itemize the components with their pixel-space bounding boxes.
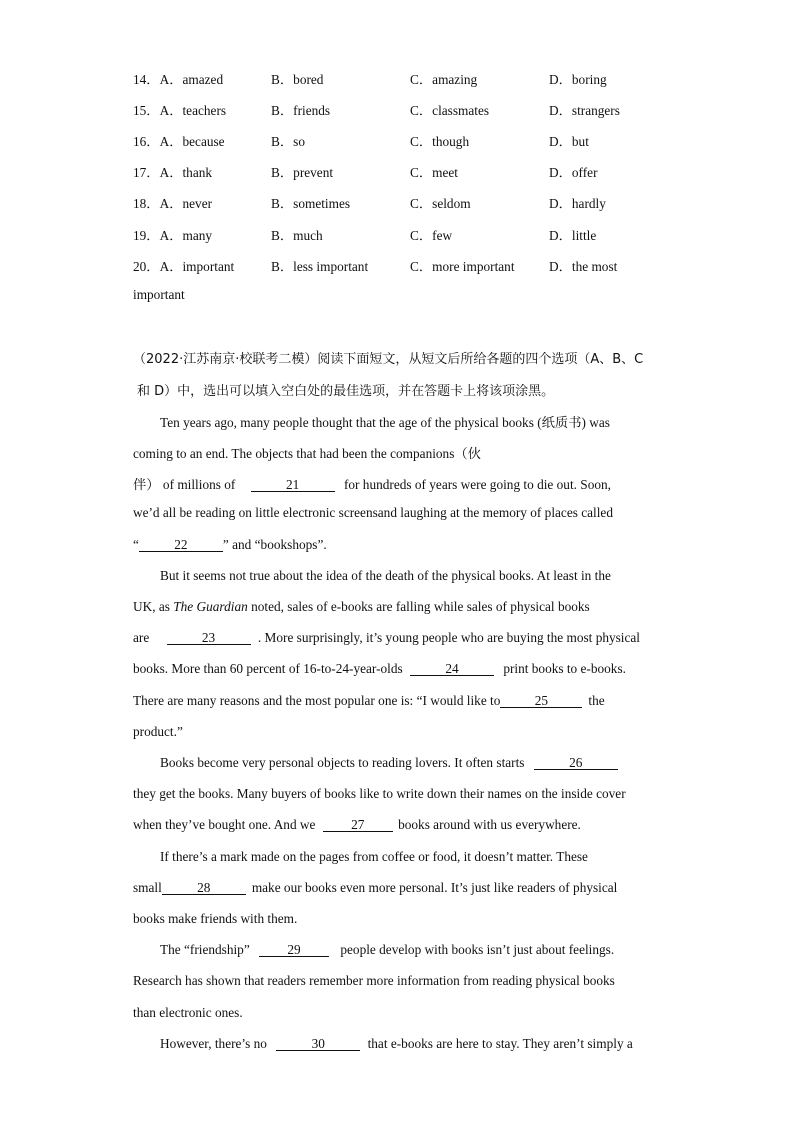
- passage-line: books make friends with them.: [133, 911, 298, 926]
- passage-text: that e-books are here to stay. They aren’t simply a: [367, 1036, 633, 1051]
- option-d: D．offer: [549, 165, 598, 180]
- passage-line: If there’s a mark made on the pages from coffee or food, it doesn’t matter. These: [160, 849, 588, 864]
- passage-text: ” and “bookshops”.: [222, 537, 327, 552]
- option-c: C．seldom: [410, 196, 471, 211]
- passage-text: for hundreds of years were going to die out. Soon,: [343, 477, 611, 492]
- passage-text: However, there’s no: [160, 1036, 267, 1051]
- blank-25: 25: [500, 694, 582, 708]
- option-d: D．the most: [549, 259, 618, 274]
- blank-27: 27: [323, 818, 393, 832]
- option-d: D．strangers: [549, 103, 620, 118]
- option-a: 18．A．never: [133, 196, 213, 211]
- option-c: C．more important: [410, 259, 515, 274]
- option-20-continuation: important: [133, 287, 185, 302]
- option-b: B．friends: [271, 103, 331, 118]
- option-c: C．though: [410, 134, 470, 149]
- passage-text: The “friendship”: [160, 942, 250, 957]
- passage-line: [133, 630, 640, 646]
- passage-line: [133, 693, 605, 709]
- option-c: C．meet: [410, 165, 459, 180]
- passage-text: when they’ve bought one. And we: [133, 817, 316, 832]
- passage-line: Ten years ago, many people thought that the age of the physical books (纸质书) was: [160, 415, 610, 430]
- instruction-line-2: 和 D）中，选出可以填入空白处的最佳选项，并在答题卡上将该项涂黑。: [137, 384, 555, 399]
- passage-line: than electronic ones.: [133, 1005, 243, 1020]
- passage-line: coming to an end. The objects that had been the companions（伙: [133, 446, 481, 461]
- passage-text: make our books even more personal. It’s just like readers of physical: [251, 880, 618, 895]
- option-a: 15．A．teachers: [133, 103, 227, 118]
- option-a: 20．A．important: [133, 259, 235, 274]
- passage-text: There are many reasons and the most popular one is: “I would like to: [133, 693, 501, 708]
- blank-28: 28: [162, 881, 246, 895]
- publication-title: The Guardian: [173, 599, 248, 614]
- option-a: 14．A．amazed: [133, 72, 224, 87]
- passage-line: product.”: [133, 724, 183, 739]
- passage-line: [133, 661, 626, 677]
- option-b: B．so: [271, 134, 305, 149]
- option-c: C．amazing: [410, 72, 478, 87]
- option-d: D．hardly: [549, 196, 606, 211]
- blank-29: 29: [259, 943, 329, 957]
- option-b: B．bored: [271, 72, 324, 87]
- option-a: 19．A．many: [133, 228, 213, 243]
- passage-line: [133, 537, 327, 553]
- option-b: B．less important: [271, 259, 369, 274]
- option-d: D．boring: [549, 72, 607, 87]
- option-c: C．few: [410, 228, 453, 243]
- passage-text: 伴） of millions of: [133, 477, 236, 492]
- blank-24: 24: [410, 662, 494, 676]
- option-b: B．much: [271, 228, 323, 243]
- passage-text: books around with us everywhere.: [398, 817, 581, 832]
- passage-line: [160, 942, 614, 958]
- option-b: B．sometimes: [271, 196, 351, 211]
- blank-26: 26: [534, 756, 618, 770]
- blank-21: 21: [251, 478, 335, 492]
- passage-text: are: [133, 630, 150, 645]
- instruction-line-1: （2022·江苏南京·校联考二模）阅读下面短文，从短文后所给各题的四个选项（A、B、C: [133, 352, 644, 367]
- passage-line: [133, 880, 617, 896]
- passage-text: UK, as: [133, 599, 174, 614]
- option-d: D．but: [549, 134, 589, 149]
- option-a: 16．A．because: [133, 134, 225, 149]
- passage-line: we’d all be reading on little electronic screensand laughing at the memory of places called: [133, 505, 613, 520]
- passage-text: “: [133, 537, 139, 552]
- passage-text: Books become very personal objects to reading lovers. It often starts: [160, 755, 525, 770]
- passage-text: the: [588, 693, 605, 708]
- passage-text: people develop with books isn’t just about feelings.: [340, 942, 615, 957]
- blank-30: 30: [276, 1037, 360, 1051]
- passage-line: [133, 599, 590, 615]
- passage-text: books. More than 60 percent of 16-to-24-year-olds: [133, 661, 403, 676]
- passage-text: . More surprisingly, it’s young people who are buying the most physical: [257, 630, 641, 645]
- passage-line: they get the books. Many buyers of books like to write down their names on the inside cover: [133, 786, 626, 801]
- option-b: B．prevent: [271, 165, 334, 180]
- passage-line: Research has shown that readers remember more information from reading physical books: [133, 973, 615, 988]
- blank-22: 22: [139, 538, 223, 552]
- option-d: D．little: [549, 228, 597, 243]
- blank-23: 23: [167, 631, 251, 645]
- passage-line: But it seems not true about the idea of the death of the physical books. At least in the: [160, 568, 611, 583]
- passage-line: [160, 755, 618, 771]
- passage-line: [133, 474, 611, 493]
- passage-text: noted, sales of e-books are falling while sales of physical books: [247, 599, 590, 614]
- option-c: C．classmates: [410, 103, 490, 118]
- passage-text: print books to e-books.: [503, 661, 626, 676]
- passage-line: [133, 817, 581, 833]
- option-a: 17．A．thank: [133, 165, 213, 180]
- passage-text: small: [133, 880, 162, 895]
- passage-line: [160, 1036, 633, 1052]
